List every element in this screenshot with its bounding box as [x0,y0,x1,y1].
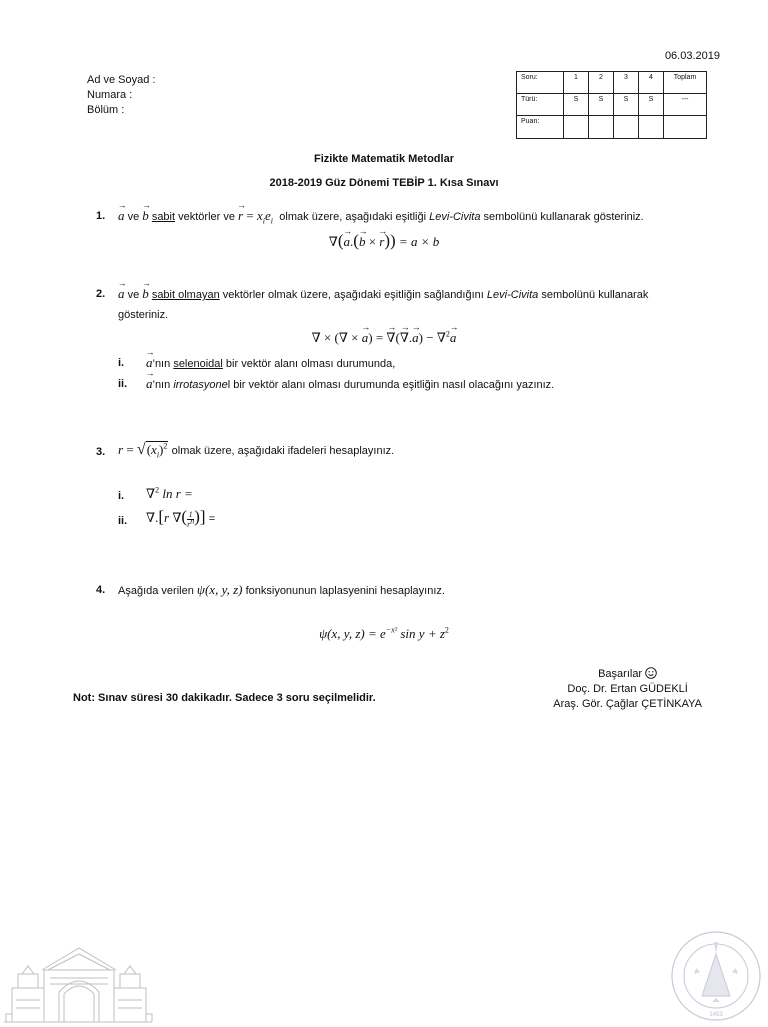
q2-levi-civita: Levi-Civita [486,289,539,301]
wish-line [553,667,702,682]
q2-sub-ii-label: ii. [118,378,128,390]
q4-psi: ψ(x, y, z) [196,582,243,597]
table-cell: S [564,94,589,116]
formula-vector-a: → a [344,234,351,250]
vector-a: → a [146,355,153,371]
department-label: Bölüm : [87,104,125,116]
equals-sign: = [126,442,134,457]
name-label: Ad ve Soyad : [87,74,156,86]
university-gate-icon [4,930,154,1027]
q2-sub-ii-pre: ’nın [152,379,171,391]
signature-block [553,667,702,712]
sqrt-icon: √ [136,441,146,458]
q2-text-1: vektörler olmak üzere, aşağıdaki eşitliğin sağlandığını [222,289,484,301]
index-i: i [156,450,160,460]
table-cell: --- [664,94,707,116]
index-i: i [270,216,273,226]
q1-formula-result: = a × b [398,234,440,249]
q2-sub-i-pre: ’nın [152,358,171,370]
q2-ve: ve [127,289,140,301]
q4-formula-lhs: ψ(x, y, z) = e [319,626,386,641]
vector-a: → a [146,376,153,392]
q2-text-2: sembolünü kullanarak [541,289,649,301]
frac-numerator: 1 [188,509,193,519]
unit-e: e [264,208,271,223]
q4-formula-rest: sin y + z [400,626,445,641]
table-cell: S [589,94,614,116]
question-2-formula: ∇ × (∇ × → a) = → ∇(→ ∇.→ a) − ∇$^2$→ a [0,330,768,346]
vector-a: → a [118,208,125,224]
q1-ve: ve [127,211,140,223]
question-1-text [118,208,644,224]
table-cell: 3 [614,72,639,94]
table-cell: 4 [639,72,664,94]
score-row-turu [517,94,707,116]
q3-sub-ii-expr: ∇.[r ∇( 1 $r^n$)] = [146,507,216,529]
score-row-puan [517,116,707,139]
var-r: r [118,442,124,457]
vector-b: → b [142,208,149,224]
q1-sabit: sabit [151,211,176,223]
q2-text-3: gösteriniz. [118,309,169,321]
question-4-number: 4. [96,584,106,596]
q2-sabit-olmayan: sabit olmayan [151,289,220,301]
exam-note: Not: Sınav süresi 30 dakikadır. Sadece 3 soru seçilmelidir. [73,692,376,704]
q2-irrotasyonel: irrotasyone [173,379,228,391]
course-title: Fizikte Matematik Metodlar [314,153,454,165]
question-4-formula: ψ(x, y, $z) = e^{-x^2}$ $\sin y + z^2$ [319,625,449,641]
table-cell: Türü: [517,94,564,116]
vector-b: → b [142,286,149,302]
table-cell [589,116,614,139]
question-3-number: 3. [96,446,106,458]
table-cell: Puan: [517,116,564,139]
table-cell [564,116,589,139]
vector-r: → r [238,208,243,224]
equals-sign: = [246,208,254,223]
question-2-number: 2. [96,288,106,300]
q1-text-3: sembolünü kullanarak gösteriniz. [483,211,644,223]
q2-sub-i-label: i. [118,357,125,369]
x-component: x [256,208,263,223]
q2-selenoidal: selenoidal [173,358,223,370]
q2-sub-i-text [146,355,395,371]
q2-sub-ii-post: l bir vektör alanı olması durumunda eşitliğin nasıl olacağını yazınız. [227,379,555,391]
q3-sub-i-label: i. [118,490,125,502]
question-4-text [118,582,445,598]
q4-text-1: Aşağıda verilen [118,585,194,597]
table-cell: 1 [564,72,589,94]
table-cell: S [614,94,639,116]
exam-date: 06.03.2019 [664,50,720,62]
wish-text: Başarılar [598,668,643,680]
table-cell [639,116,664,139]
score-table [516,71,707,139]
signer-1: Doç. Dr. Ertan GÜDEKLİ [567,683,688,695]
university-seal-icon [666,928,766,1027]
q2-sub-ii-text [146,376,554,392]
q1-levi-civita: Levi-Civita [429,211,481,223]
q3-sub-ii-equals: = [208,513,216,525]
table-cell: Soru: [517,72,564,94]
vector-a: → a [118,286,125,302]
signer-2: Araş. Gör. Çağlar ÇETİNKAYA [553,698,702,710]
number-label: Numara : [87,89,133,101]
q4-text-2: fonksiyonunun laplasyenini hesaplayınız. [245,585,445,597]
q3-sub-i-expr: ∇$^2$ ln r = [146,485,193,501]
q2-sub-i-post: bir vektör alanı olması durumunda, [225,358,396,370]
frac-denominator: r [187,519,191,529]
q1-text-1: vektörler ve [178,211,235,223]
question-2-text [118,286,648,302]
table-cell: 2 [589,72,614,94]
exponent-2: 2 [163,441,168,451]
q3-ln-r: ln r = [162,486,193,501]
student-info [87,73,156,118]
question-1-formula: ∇(→ a.(→ b × → r)) = a × b [0,231,768,251]
table-cell [664,116,707,139]
smiley-icon [645,668,657,680]
q3-text-1: olmak üzere, aşağıdaki ifadeleri hesaplayınız. [171,445,395,457]
exam-title: 2018-2019 Güz Dönemi TEBİP 1. Kısa Sınavı [269,177,499,189]
seal-year: 1453 [709,1012,723,1018]
table-cell: S [639,94,664,116]
q4-formula-exponent: −x² [385,625,398,635]
frac-exponent: n [190,515,195,525]
table-cell [614,116,639,139]
q1-text-2: olmak üzere, aşağıdaki eşitliği [279,211,427,223]
question-3-text: $r = √(x_i)^2$ olmak üzere, aşağıdaki ifadeleri hesaplayınız. [118,441,395,460]
score-row-soru [517,72,707,94]
q3-sub-ii-label: ii. [118,515,128,527]
question-1-number: 1. [96,210,106,222]
index-i: i [262,216,265,226]
var-x: x [151,442,157,457]
table-cell: Toplam [664,72,707,94]
